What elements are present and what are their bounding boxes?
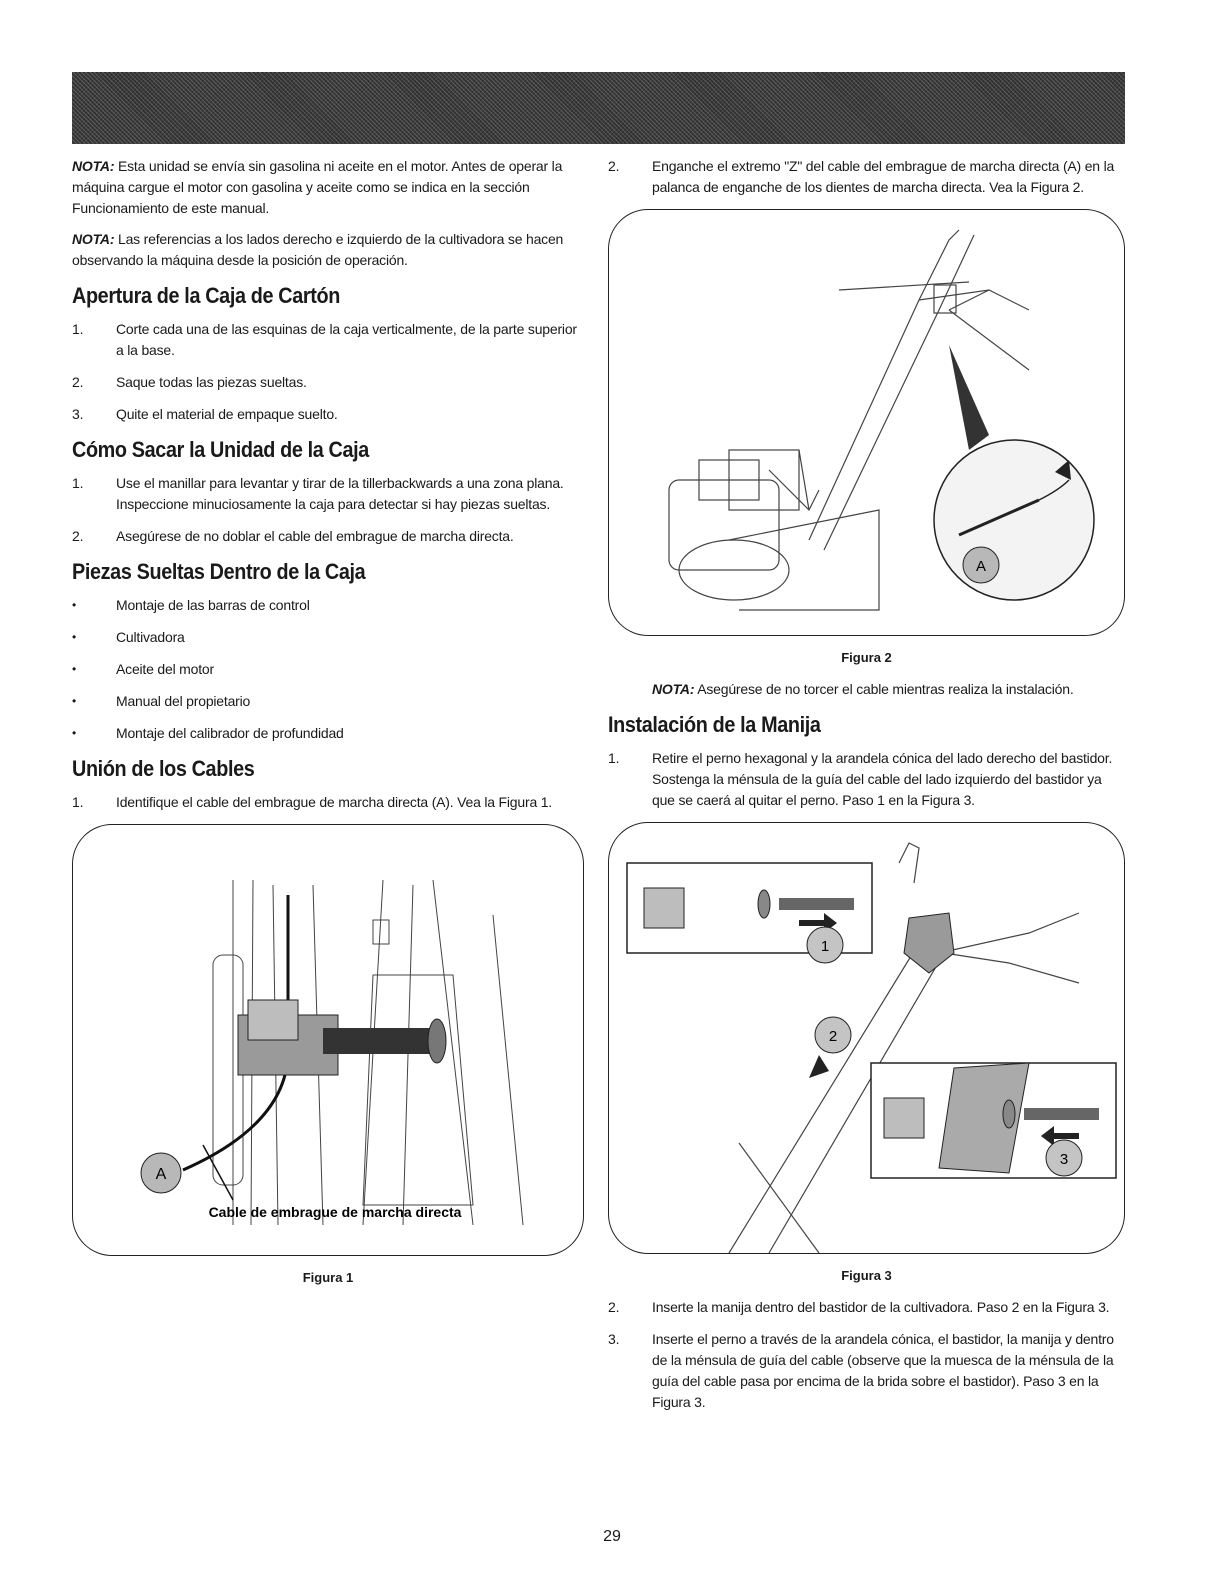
figure-3-caption: Figura 3 — [841, 1268, 892, 1283]
list-item: • Montaje de las barras de control — [72, 597, 310, 613]
figure-3 — [608, 822, 1125, 1254]
list-item: 2. Asegúrese de no doblar el cable del embrague de marcha directa. — [72, 528, 514, 544]
list-item: 1. Retire el perno hexagonal y la arandela cónica del lado derecho del bastidor. Sostenga la ménsula de la guía del cable del lado izquierdo del bastidor ya que se caerá al quitar el perno. Paso 1 en la Figura 3. — [608, 750, 1113, 808]
list-item: 3. Quite el material de empaque suelto. — [72, 406, 338, 422]
note-twist: NOTA: Asegúrese de no torcer el cable mientras realiza la instalación. — [652, 681, 1074, 697]
list-item: 2. Saque todas las piezas sueltas. — [72, 374, 307, 390]
list-item: • Manual del propietario — [72, 693, 251, 709]
heading-apertura: Apertura de la Caja de Cartón — [72, 283, 340, 308]
heading-union: Unión de los Cables — [72, 756, 255, 781]
list-manija — [608, 748, 1125, 811]
figure-3-step2: 2 — [828, 1028, 838, 1045]
figure-3-step1: 1 — [820, 938, 830, 955]
list-manija-continued — [608, 1297, 1125, 1413]
list-item: 1. Identifique el cable del embrague de marcha directa (A). Vea la Figura 1. — [72, 794, 552, 810]
figure-2-callout: A — [975, 558, 987, 575]
page-number: 29 — [603, 1528, 621, 1545]
note-fuel: NOTA: Esta unidad se envía sin gasolina ni aceite en el motor. Antes de operar la máquina cargue el motor con gasolina y aceite como se indica en la sección Funcionamiento de este manual. — [72, 158, 563, 216]
list-item: 2. Inserte la manija dentro del bastidor de la cultivadora. Paso 2 en la Figura 3. — [608, 1299, 1110, 1315]
list-union — [72, 792, 584, 813]
list-piezas — [72, 595, 584, 744]
right-column — [608, 156, 1125, 1424]
figure-1 — [72, 824, 584, 1256]
heading-sacar: Cómo Sacar la Unidad de la Caja — [72, 437, 369, 462]
list-item: 3. Inserte el perno a través de la arandela cónica, el bastidor, la manija y dentro de la ménsula de guía del cable (observe que la muesca de la ménsula de la guía del cable pasa por encima de la brida sobre el bastidor). Paso 3 en la Figura 3. — [608, 1331, 1114, 1410]
figure-1-illustration — [73, 825, 584, 1255]
list-sacar — [72, 473, 584, 547]
note-sides: NOTA: Las referencias a los lados derecho e izquierdo de la cultivadora se hacen observando la máquina desde la posición de operación. — [72, 231, 564, 268]
list-item: • Montaje del calibrador de profundidad — [72, 725, 344, 741]
figure-3-illustration — [609, 823, 1125, 1253]
list-apertura — [72, 319, 584, 425]
left-column — [72, 156, 584, 1299]
figure-1-callout: A — [155, 1166, 167, 1183]
list-item: • Aceite del motor — [72, 661, 214, 677]
list-item: • Cultivadora — [72, 629, 185, 645]
figure-1-caption: Figura 1 — [302, 1270, 354, 1285]
list-item: 1. Corte cada una de las esquinas de la caja verticalmente, de la parte superior a la base. — [72, 321, 577, 358]
figure-1-label: Cable de embrague de marcha directa — [208, 1204, 462, 1220]
heading-manija: Instalación de la Manija — [608, 712, 821, 737]
figure-2-caption: Figura 2 — [841, 650, 892, 665]
list-union-continued — [608, 156, 1125, 198]
heading-piezas: Piezas Sueltas Dentro de la Caja — [72, 559, 366, 584]
figure-2-illustration — [609, 210, 1125, 635]
header-band — [72, 72, 1125, 144]
figure-3-step3: 3 — [1059, 1151, 1069, 1168]
list-item: 2. Enganche el extremo "Z" del cable del embrague de marcha directa (A) en la palanca de enganche de los dientes de marcha directa. Vea la Figura 2. — [608, 158, 1115, 195]
figure-2 — [608, 209, 1125, 636]
list-item: 1. Use el manillar para levantar y tirar de la tillerbackwards a una zona plana. Inspeccione minuciosamente la caja para detectar si hay piezas sueltas. — [72, 475, 564, 512]
